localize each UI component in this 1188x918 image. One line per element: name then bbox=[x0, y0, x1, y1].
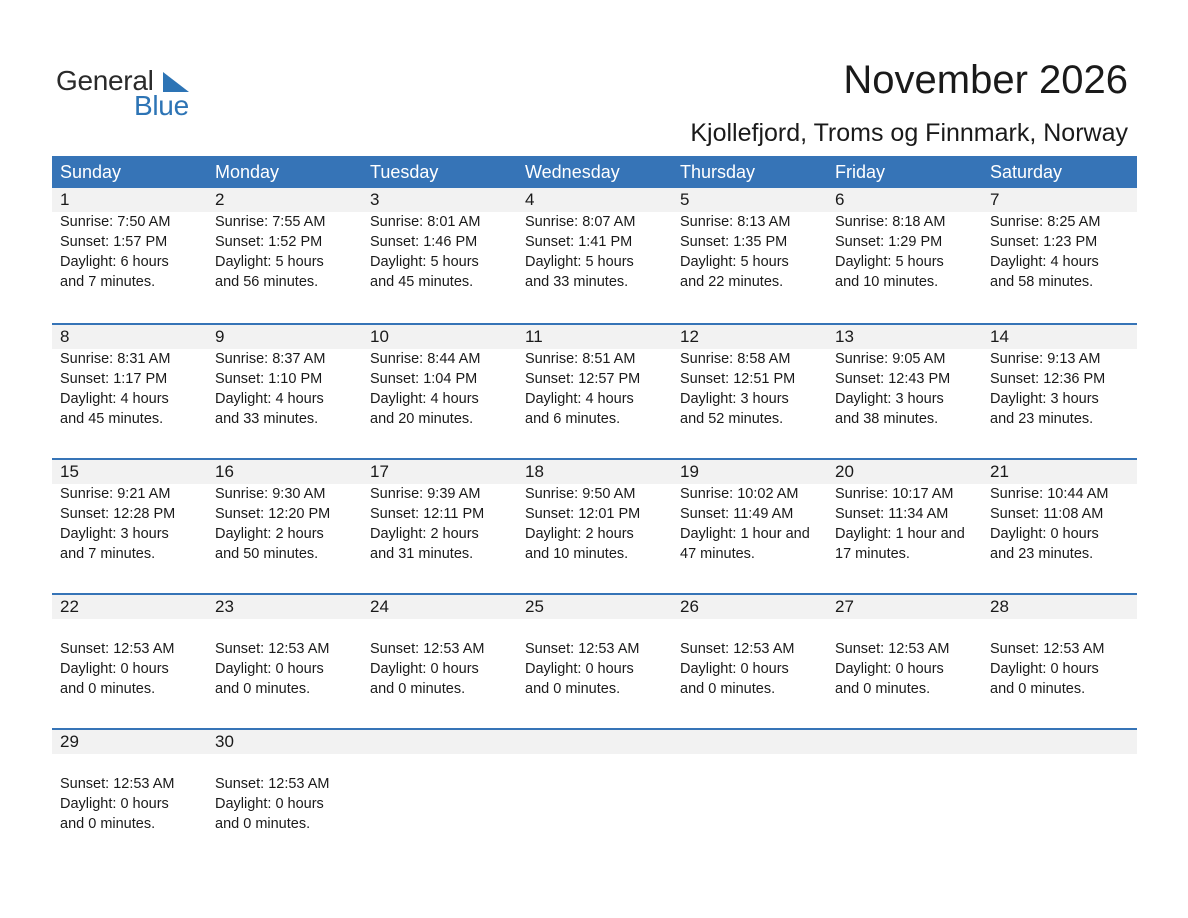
logo bbox=[56, 64, 206, 120]
day-info-line: Daylight: 5 hours bbox=[835, 254, 944, 270]
day-number bbox=[835, 730, 982, 754]
day-cell bbox=[827, 188, 982, 323]
logo-general-text: General bbox=[56, 65, 154, 96]
day-number: 12 bbox=[680, 327, 699, 346]
day-info-line: Sunset: 1:17 PM bbox=[60, 371, 168, 387]
day-cell bbox=[207, 730, 362, 863]
day-info-line: Sunrise: 8:58 AM bbox=[680, 351, 791, 367]
day-info-line: Daylight: 5 hours bbox=[215, 254, 324, 270]
day-cell bbox=[982, 460, 1137, 593]
empty-day-cell bbox=[827, 730, 982, 863]
day-info-line: Sunset: 1:29 PM bbox=[835, 234, 943, 250]
day-info-line: Sunset: 11:08 AM bbox=[990, 506, 1104, 522]
day-info-line: and 45 minutes. bbox=[370, 274, 474, 290]
day-info-line bbox=[680, 619, 827, 639]
empty-day-cell bbox=[982, 730, 1137, 863]
day-number: 10 bbox=[370, 327, 389, 346]
day-cell bbox=[672, 188, 827, 323]
day-number: 18 bbox=[525, 462, 544, 481]
day-info-line: Daylight: 4 hours bbox=[370, 391, 479, 407]
day-info-line: Daylight: 5 hours bbox=[680, 254, 789, 270]
day-number bbox=[680, 730, 827, 754]
day-cell bbox=[982, 188, 1137, 323]
day-number bbox=[990, 730, 1137, 754]
week-row bbox=[52, 458, 1137, 593]
day-cell bbox=[827, 595, 982, 728]
day-cell bbox=[517, 188, 672, 323]
day-number: 7 bbox=[990, 190, 1000, 209]
day-cell bbox=[207, 460, 362, 593]
day-info-line: 17 minutes. bbox=[835, 546, 910, 562]
day-info-line: Sunset: 12:53 AM bbox=[215, 641, 330, 657]
day-number: 1 bbox=[60, 190, 70, 209]
day-number: 27 bbox=[835, 597, 854, 616]
day-info-line: Daylight: 2 hours bbox=[370, 526, 479, 542]
day-info-line: and 22 minutes. bbox=[680, 274, 784, 290]
day-info-line: Daylight: 6 hours bbox=[60, 254, 169, 270]
day-info-line bbox=[215, 619, 362, 639]
weekday-monday: Monday bbox=[215, 162, 280, 182]
day-info-line: and 6 minutes. bbox=[525, 411, 621, 427]
day-info-line: Sunset: 11:34 AM bbox=[835, 506, 949, 522]
day-cell bbox=[52, 325, 207, 458]
day-info-line: Sunrise: 8:25 AM bbox=[990, 214, 1101, 230]
week-row bbox=[52, 188, 1137, 323]
day-number bbox=[525, 730, 672, 754]
day-number: 22 bbox=[60, 597, 79, 616]
logo-blue-text: Blue bbox=[134, 90, 189, 121]
day-info-line: and 0 minutes. bbox=[680, 681, 776, 697]
day-number: 25 bbox=[525, 597, 544, 616]
day-info-line: Sunrise: 10:02 AM bbox=[680, 486, 799, 502]
day-info-line: Sunset: 12:53 AM bbox=[60, 641, 175, 657]
day-info-line: and 0 minutes. bbox=[370, 681, 466, 697]
day-info-line: Daylight: 0 hours bbox=[370, 661, 479, 677]
day-info-line: Daylight: 3 hours bbox=[990, 391, 1099, 407]
day-info-line: Sunset: 1:41 PM bbox=[525, 234, 633, 250]
day-info-line: Daylight: 4 hours bbox=[215, 391, 324, 407]
day-info-line: Sunrise: 9:50 AM bbox=[525, 486, 636, 502]
day-cell bbox=[207, 595, 362, 728]
day-info-line: Sunrise: 8:07 AM bbox=[525, 214, 636, 230]
day-number: 4 bbox=[525, 190, 535, 209]
day-number: 28 bbox=[990, 597, 1009, 616]
day-number: 23 bbox=[215, 597, 234, 616]
day-number: 14 bbox=[990, 327, 1009, 346]
day-number: 13 bbox=[835, 327, 854, 346]
day-info-line: Sunrise: 9:21 AM bbox=[60, 486, 171, 502]
day-info-line: and 20 minutes. bbox=[370, 411, 474, 427]
day-info-line: and 0 minutes. bbox=[990, 681, 1086, 697]
day-info-line: Daylight: 1 hour and bbox=[835, 526, 965, 542]
day-info-line: Sunset: 12:01 PM bbox=[525, 506, 641, 522]
day-info-line: Daylight: 0 hours bbox=[215, 661, 324, 677]
day-info-line bbox=[60, 619, 207, 639]
week-row bbox=[52, 593, 1137, 728]
day-info-line: Daylight: 2 hours bbox=[215, 526, 324, 542]
day-info-line: and 10 minutes. bbox=[525, 546, 629, 562]
day-number: 26 bbox=[680, 597, 699, 616]
day-number: 17 bbox=[370, 462, 389, 481]
day-info-line: Sunrise: 8:37 AM bbox=[215, 351, 326, 367]
day-info-line: Daylight: 0 hours bbox=[835, 661, 944, 677]
day-cell bbox=[207, 188, 362, 323]
day-info-line: and 0 minutes. bbox=[215, 816, 311, 832]
day-number: 19 bbox=[680, 462, 699, 481]
day-info-line: Sunset: 12:53 AM bbox=[60, 776, 175, 792]
day-info-line: Sunrise: 10:17 AM bbox=[835, 486, 954, 502]
day-cell bbox=[517, 595, 672, 728]
day-cell bbox=[982, 595, 1137, 728]
day-info-line: Sunset: 12:36 PM bbox=[990, 371, 1106, 387]
week-row bbox=[52, 323, 1137, 458]
day-cell bbox=[362, 325, 517, 458]
day-number: 6 bbox=[835, 190, 845, 209]
weekday-sunday: Sunday bbox=[60, 162, 122, 182]
day-info-line bbox=[370, 619, 517, 639]
day-number: 24 bbox=[370, 597, 389, 616]
day-info-line: and 10 minutes. bbox=[835, 274, 939, 290]
day-cell bbox=[517, 325, 672, 458]
day-info-line: Sunset: 1:46 PM bbox=[370, 234, 478, 250]
day-number: 16 bbox=[215, 462, 234, 481]
day-number: 8 bbox=[60, 327, 70, 346]
day-info-line: Daylight: 0 hours bbox=[60, 796, 169, 812]
day-info-line: and 56 minutes. bbox=[215, 274, 319, 290]
weekday-tuesday: Tuesday bbox=[370, 162, 439, 182]
day-info-line: Daylight: 3 hours bbox=[680, 391, 789, 407]
day-info-line: Sunset: 12:20 PM bbox=[215, 506, 331, 522]
day-info-line: Sunset: 12:53 AM bbox=[990, 641, 1105, 657]
empty-day-cell bbox=[362, 730, 517, 863]
day-info-line: Sunset: 1:04 PM bbox=[370, 371, 478, 387]
empty-day-cell bbox=[672, 730, 827, 863]
day-info-line: Sunrise: 9:30 AM bbox=[215, 486, 326, 502]
day-info-line: Sunrise: 8:18 AM bbox=[835, 214, 946, 230]
week-row bbox=[52, 728, 1137, 863]
weekday-saturday: Saturday bbox=[990, 162, 1063, 182]
day-info-line: Sunrise: 9:05 AM bbox=[835, 351, 946, 367]
day-cell bbox=[827, 325, 982, 458]
day-info-line: Sunrise: 8:01 AM bbox=[370, 214, 481, 230]
day-info-line: and 7 minutes. bbox=[60, 546, 156, 562]
day-number: 9 bbox=[215, 327, 225, 346]
day-info-line: Sunrise: 10:44 AM bbox=[990, 486, 1109, 502]
day-info-line: and 0 minutes. bbox=[215, 681, 311, 697]
day-number bbox=[370, 730, 517, 754]
day-info-line: Daylight: 2 hours bbox=[525, 526, 634, 542]
day-info-line: Daylight: 4 hours bbox=[525, 391, 634, 407]
day-number: 3 bbox=[370, 190, 380, 209]
day-info-line: 47 minutes. bbox=[680, 546, 755, 562]
day-info-line: Daylight: 3 hours bbox=[835, 391, 944, 407]
day-info-line: Sunset: 11:49 AM bbox=[680, 506, 794, 522]
day-cell bbox=[52, 595, 207, 728]
day-cell bbox=[207, 325, 362, 458]
day-info-line: Sunrise: 8:31 AM bbox=[60, 351, 171, 367]
day-info-line: Daylight: 4 hours bbox=[990, 254, 1099, 270]
day-number: 15 bbox=[60, 462, 79, 481]
day-info-line: Sunrise: 9:39 AM bbox=[370, 486, 481, 502]
day-info-line: and 58 minutes. bbox=[990, 274, 1094, 290]
page-title: November 2026 bbox=[843, 58, 1128, 102]
day-info-line: Sunrise: 9:13 AM bbox=[990, 351, 1101, 367]
calendar-grid bbox=[52, 156, 1137, 863]
day-info-line bbox=[990, 619, 1137, 639]
day-info-line: and 23 minutes. bbox=[990, 546, 1094, 562]
day-info-line: and 38 minutes. bbox=[835, 411, 939, 427]
day-cell bbox=[362, 188, 517, 323]
weekday-wednesday: Wednesday bbox=[525, 162, 620, 182]
day-info-line: Daylight: 0 hours bbox=[215, 796, 324, 812]
weekday-header bbox=[52, 156, 1137, 188]
day-number: 29 bbox=[60, 732, 79, 751]
location-subtitle: Kjollefjord, Troms og Finnmark, Norway bbox=[690, 119, 1128, 147]
day-info-line: Daylight: 0 hours bbox=[680, 661, 789, 677]
day-cell bbox=[362, 460, 517, 593]
day-info-line: Sunset: 12:53 AM bbox=[835, 641, 950, 657]
day-number: 30 bbox=[215, 732, 234, 751]
day-info-line: Sunset: 1:35 PM bbox=[680, 234, 788, 250]
day-info-line: Daylight: 5 hours bbox=[525, 254, 634, 270]
day-info-line: Sunset: 1:57 PM bbox=[60, 234, 168, 250]
day-info-line: and 33 minutes. bbox=[525, 274, 629, 290]
day-info-line: and 7 minutes. bbox=[60, 274, 156, 290]
day-info-line: Sunrise: 7:50 AM bbox=[60, 214, 171, 230]
day-info-line: Daylight: 0 hours bbox=[60, 661, 169, 677]
day-info-line: and 45 minutes. bbox=[60, 411, 164, 427]
day-info-line: Sunset: 12:53 AM bbox=[370, 641, 485, 657]
day-cell bbox=[52, 188, 207, 323]
day-info-line: Sunset: 12:53 AM bbox=[215, 776, 330, 792]
day-info-line: Sunset: 12:51 PM bbox=[680, 371, 796, 387]
day-info-line: Sunset: 12:43 PM bbox=[835, 371, 951, 387]
day-info-line: Sunset: 1:52 PM bbox=[215, 234, 323, 250]
day-info-line: Sunset: 1:10 PM bbox=[215, 371, 323, 387]
day-info-line: and 33 minutes. bbox=[215, 411, 319, 427]
day-info-line: Daylight: 1 hour and bbox=[680, 526, 810, 542]
day-info-line: Daylight: 5 hours bbox=[370, 254, 479, 270]
day-info-line bbox=[215, 754, 362, 774]
day-info-line bbox=[60, 754, 207, 774]
day-cell bbox=[52, 460, 207, 593]
day-info-line: Sunrise: 8:44 AM bbox=[370, 351, 481, 367]
day-info-line: Daylight: 0 hours bbox=[990, 526, 1099, 542]
day-info-line: and 0 minutes. bbox=[60, 681, 156, 697]
day-cell bbox=[517, 460, 672, 593]
day-number: 5 bbox=[680, 190, 690, 209]
day-info-line: Sunset: 1:23 PM bbox=[990, 234, 1098, 250]
day-info-line: Sunset: 12:57 PM bbox=[525, 371, 641, 387]
day-info-line: Sunrise: 8:51 AM bbox=[525, 351, 636, 367]
day-cell bbox=[672, 595, 827, 728]
day-info-line: and 50 minutes. bbox=[215, 546, 319, 562]
day-cell bbox=[982, 325, 1137, 458]
day-info-line: and 0 minutes. bbox=[60, 816, 156, 832]
day-info-line: and 0 minutes. bbox=[525, 681, 621, 697]
day-info-line: Daylight: 0 hours bbox=[525, 661, 634, 677]
day-cell bbox=[362, 595, 517, 728]
day-number: 11 bbox=[525, 327, 543, 346]
day-info-line: and 0 minutes. bbox=[835, 681, 931, 697]
weekday-thursday: Thursday bbox=[680, 162, 756, 182]
day-info-line: and 23 minutes. bbox=[990, 411, 1094, 427]
day-info-line: and 31 minutes. bbox=[370, 546, 474, 562]
day-info-line: Sunrise: 8:13 AM bbox=[680, 214, 791, 230]
day-info-line: Daylight: 3 hours bbox=[60, 526, 169, 542]
day-cell bbox=[672, 325, 827, 458]
calendar-weeks bbox=[52, 188, 1137, 863]
day-cell bbox=[52, 730, 207, 863]
day-info-line bbox=[525, 619, 672, 639]
day-cell bbox=[827, 460, 982, 593]
day-number: 2 bbox=[215, 190, 225, 209]
day-info-line: Daylight: 0 hours bbox=[990, 661, 1099, 677]
day-number: 21 bbox=[990, 462, 1009, 481]
day-info-line: Daylight: 4 hours bbox=[60, 391, 169, 407]
day-info-line: Sunrise: 7:55 AM bbox=[215, 214, 326, 230]
day-number: 20 bbox=[835, 462, 854, 481]
day-info-line: Sunset: 12:53 AM bbox=[680, 641, 795, 657]
weekday-friday: Friday bbox=[835, 162, 886, 182]
day-info-line bbox=[835, 619, 982, 639]
day-info-line: Sunset: 12:28 PM bbox=[60, 506, 176, 522]
day-info-line: and 52 minutes. bbox=[680, 411, 784, 427]
day-info-line: Sunset: 12:53 AM bbox=[525, 641, 640, 657]
day-cell bbox=[672, 460, 827, 593]
empty-day-cell bbox=[517, 730, 672, 863]
day-info-line: Sunset: 12:11 PM bbox=[370, 506, 485, 522]
